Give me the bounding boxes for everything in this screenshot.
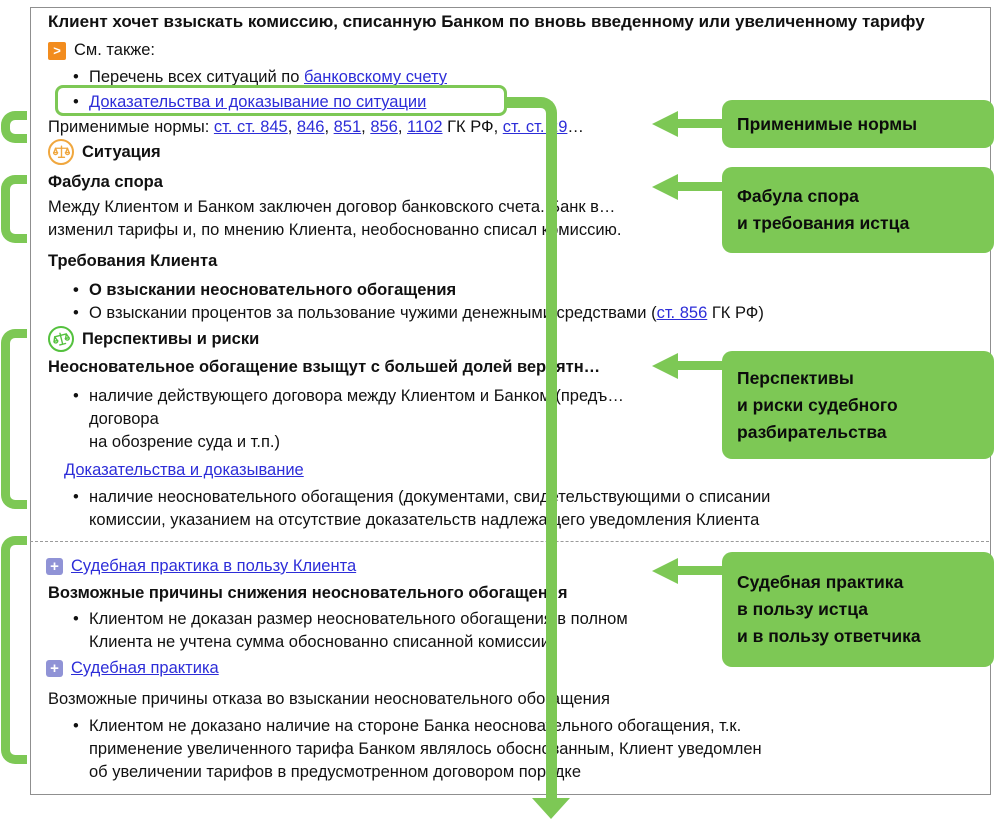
inline-link[interactable]: ст. 856 (656, 304, 708, 322)
practice-client-link[interactable]: Судебная практика в пользу Клиента (71, 557, 357, 575)
text-line: Клиента не учтена сумма обоснованно списанной комиссии (89, 633, 550, 651)
callout-practice (722, 552, 994, 667)
left-bracket-fabula (1, 175, 27, 243)
text-segment: ГК РФ, (442, 118, 503, 136)
applicable-norms-line (48, 116, 584, 139)
text-segment: , (324, 118, 334, 136)
highlight-box-evidence-link (55, 85, 507, 116)
arrow-bar (676, 566, 722, 575)
arrow-bar (676, 119, 722, 128)
fabula-heading: Фабула спора (48, 173, 163, 191)
claim-main: • О взыскании неосновательного обогащения (70, 279, 456, 302)
arrow-left-icon (652, 174, 678, 200)
left-bracket-prospects (1, 329, 27, 509)
text-line: • Клиентом не доказано наличие на стороне Банка неосновательного обогащения, т.к. (89, 717, 742, 735)
text-line: в пользу истца (737, 599, 868, 619)
scales-icon (48, 139, 74, 165)
text-line: Судебная практика (737, 572, 904, 592)
text-line: комиссии, указанием на отсутствие доказательств надлежащего уведомления Клиента (89, 511, 760, 529)
text-segment: , (361, 118, 371, 136)
callout-fabula (722, 167, 994, 253)
text-segment: , (287, 118, 297, 136)
expand-plus-icon[interactable]: + (46, 558, 63, 575)
callout-applicable-norms (722, 100, 994, 148)
text-line: Между Клиентом и Банком заключен договор банковского счета. Банк в… (48, 198, 616, 216)
situation-heading: Ситуация (82, 142, 161, 161)
text-line: Перспективы (737, 367, 854, 388)
text-line: • Клиентом не доказан размер неосновательного обогащения в полном (89, 610, 628, 628)
connector-arrow-down-icon (532, 798, 570, 819)
text-segment: О взыскании процентов за пользование чужими денежными средствами ( (89, 304, 657, 322)
text-line: и в пользу ответчика (737, 626, 921, 646)
prospects-conclusion: Неосновательное обогащение взыщут с большей долей вероятн… (48, 358, 601, 376)
inline-link[interactable]: 856 (370, 118, 398, 136)
practice-general-row (46, 657, 219, 680)
connector-line (505, 97, 557, 804)
practice-general-link[interactable]: Судебная практика (71, 659, 219, 677)
text-segment: Перечень всех ситуаций по (89, 68, 304, 86)
text-segment: Применимые нормы: (48, 118, 214, 136)
inline-link[interactable]: 1102 (407, 118, 443, 136)
text-line: об увеличении тарифов в предусмотренном договором порядке (89, 763, 581, 781)
text-segment: , (397, 118, 408, 136)
text-segment: ГК РФ) (707, 304, 764, 322)
practice-client-row (46, 555, 356, 578)
evidence-link-row (64, 459, 304, 482)
text-line: разбирательства (737, 421, 887, 442)
refuse-bullet (70, 715, 762, 784)
text-line: изменил тарифы и, по мнению Клиента, необоснованно списал комиссию. (48, 221, 622, 239)
arrow-left-icon (652, 111, 678, 137)
arrow-bar (676, 182, 722, 191)
callout-prospects (722, 351, 994, 459)
reduce-heading: Возможные причины снижения неосновательного обогащения (48, 584, 568, 602)
text-line: и требования истца (737, 213, 910, 233)
inline-link[interactable]: банковскому счету (304, 68, 447, 86)
prospects-bullet-enrichment (70, 486, 770, 532)
claim-secondary (70, 302, 764, 325)
text-line: • наличие неосновательного обогащения (документами, свидетельствующими о списании (89, 488, 771, 506)
expand-plus-icon[interactable]: + (46, 660, 63, 677)
see-also-row (48, 39, 155, 62)
prospects-header (48, 326, 259, 352)
arrow-left-icon (652, 558, 678, 584)
text-line: • наличие действующего договора между Клиентом и Банком (предъ… (89, 387, 624, 405)
text-line: и риски судебного (737, 394, 898, 415)
claims-heading: Требования Клиента (48, 252, 218, 270)
inline-link[interactable]: 851 (333, 118, 362, 136)
left-bracket-practice (1, 536, 27, 764)
left-bracket-norms (1, 111, 27, 143)
page-title: Клиент хочет взыскать комиссию, списанную Банком по вновь введенному или увеличенному тарифу (48, 12, 925, 31)
text-line: договора (89, 410, 159, 428)
see-also-marker-icon: > (48, 42, 66, 60)
evidence-link[interactable]: Доказательства и доказывание (64, 461, 304, 479)
inline-link[interactable]: ст. ст. 29 (502, 118, 568, 136)
prospects-heading: Перспективы и риски (82, 329, 260, 348)
see-also-label: См. также: (74, 41, 155, 59)
arrow-bar (676, 361, 722, 370)
scales-tilted-icon (48, 326, 74, 352)
refuse-heading: Возможные причины отказа во взыскании неосновательного обогащения (48, 690, 610, 708)
situation-header (48, 139, 161, 165)
text-segment: … (567, 118, 584, 136)
arrow-left-icon (652, 353, 678, 379)
text-line: Фабула спора (737, 186, 859, 206)
inline-link[interactable]: ст. ст. 845 (213, 118, 288, 136)
inline-link[interactable]: 846 (296, 118, 325, 136)
inline-link[interactable]: Доказательства и доказывание по ситуации (89, 93, 427, 111)
text-line: применение увеличенного тарифа Банком являлось обоснованным, Клиент уведомлен (89, 740, 762, 758)
text-line: на обозрение суда и т.п.) (89, 433, 280, 451)
text-line: Применимые нормы (737, 113, 918, 134)
